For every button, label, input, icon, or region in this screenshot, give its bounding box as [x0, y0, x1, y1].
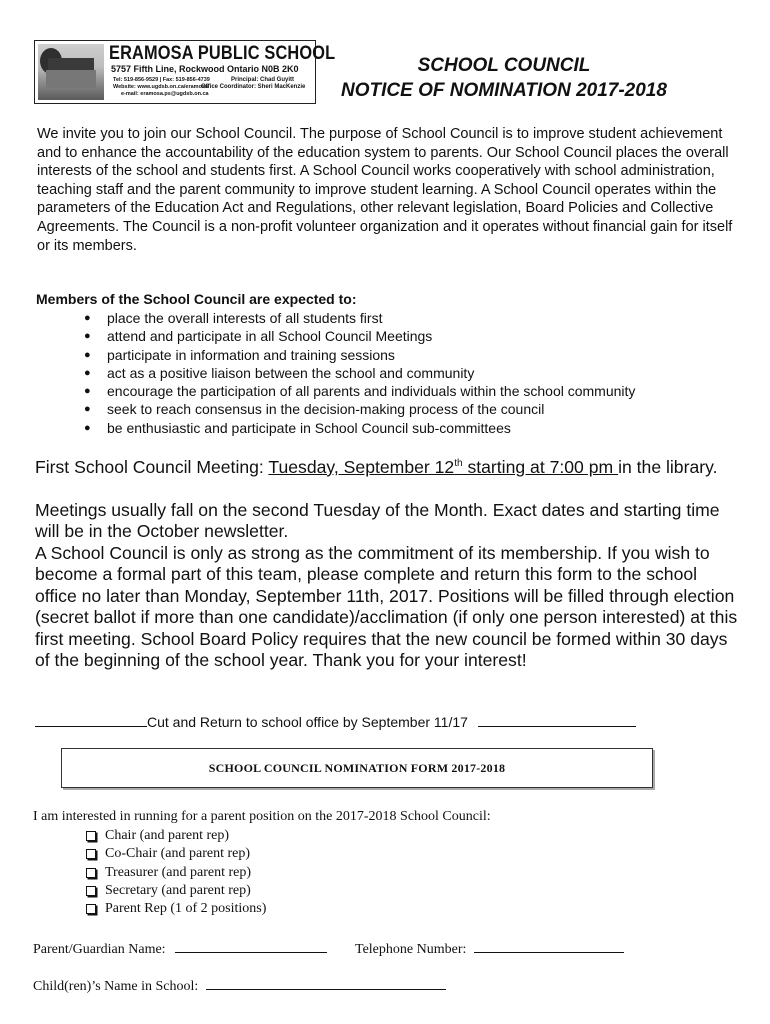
list-item: ● be enthusiastic and participate in School Council sub-committees: [84, 419, 635, 437]
meeting-label: First School Council Meeting:: [35, 457, 269, 477]
children-label: Child(ren)’s Name in School:: [33, 979, 199, 994]
parent-name-label: Parent/Guardian Name:: [33, 942, 166, 957]
checkbox[interactable]: [86, 868, 96, 878]
meeting-place: in the library.: [618, 457, 718, 477]
cut-line-left-rule: [35, 712, 147, 727]
cut-line: [35, 712, 636, 730]
position-option-secretary[interactable]: Secretary (and parent rep): [86, 882, 266, 900]
membership-paragraph: A School Council is only as strong as the commitment of its membership. If you wish to become a formal part of this team, please complete and return this form to the school office no later than Monday, September 11th, 2017. Positions will be filled through election (secret ballot if more than one candidate)/acclimation (if only one person interested) at this first meeting. School Board Policy requires that the new council be formed within 30 days of the beginning of the school year. Thank you for your interest!: [35, 543, 738, 671]
list-item: ● seek to reach consensus in the decision-making process of the council: [84, 400, 635, 418]
telephone-row: [355, 938, 624, 958]
checkbox[interactable]: [86, 831, 96, 841]
parent-name-field[interactable]: [175, 938, 327, 953]
cut-line-right-rule: [478, 712, 636, 727]
position-option-parent-rep[interactable]: Parent Rep (1 of 2 positions): [86, 900, 266, 918]
schedule-paragraph: Meetings usually fall on the second Tuesday of the Month. Exact dates and starting time will be in the October newsletter.: [35, 500, 720, 542]
cut-line-text: Cut and Return to school office by September 11/17: [147, 714, 468, 730]
page-title-line2: NOTICE OF NOMINATION 2017-2018: [341, 80, 667, 101]
school-address: 5757 Fifth Line, Rockwood Ontario N0B 2K0: [111, 64, 299, 74]
positions-list: [86, 827, 266, 918]
school-contact-website: Website: www.ugdsb.on.ca/eramosa: [113, 84, 209, 90]
school-photo: [38, 44, 104, 100]
children-field[interactable]: [206, 975, 446, 990]
position-option-co-chair[interactable]: Co-Chair (and parent rep): [86, 845, 266, 863]
position-option-chair[interactable]: Chair (and parent rep): [86, 827, 266, 845]
school-name: ERAMOSA PUBLIC SCHOOL: [109, 43, 336, 64]
school-contact-email: e-mail: eramosa.ps@ugdsb.on.ca: [121, 91, 209, 97]
intro-paragraph: We invite you to join our School Council. The purpose of School Council is to improve student achievement and to enhance the accountability of the education system to parents. Our School Council places the overall interests of the school and students first. A School Council works cooperatively with school administration, teaching staff and the parent community to improve student learning. A School Council operates within the parameters of the Education Act and Regulations, other relevant legislation, Board Policies and Collective Agreements. The Council is a non-profit volunteer organization and it operates without financial gain for itself or its members.: [37, 126, 733, 254]
list-item: ● attend and participate in all School Council Meetings: [84, 327, 635, 345]
members-heading: Members of the School Council are expected to:: [36, 291, 357, 307]
interest-statement: I am interested in running for a parent position on the 2017-2018 School Council:: [33, 809, 491, 824]
checkbox[interactable]: [86, 904, 96, 914]
list-item: ● act as a positive liaison between the school and community: [84, 364, 635, 382]
school-principal: Principal: Chad Guyitt: [231, 77, 295, 83]
form-title-box: [61, 748, 653, 788]
checkbox[interactable]: [86, 849, 96, 859]
school-contact-phone: Tel: 519-856-9529 | Fax: 519-856-4739: [113, 77, 210, 83]
parent-name-row: [33, 938, 327, 958]
meeting-paragraph: [35, 457, 740, 478]
school-office-coordinator: Office Coordinator: Sheri MacKenzie: [201, 84, 306, 90]
list-item: ● participate in information and training sessions: [84, 346, 635, 364]
checkbox[interactable]: [86, 886, 96, 896]
form-title: SCHOOL COUNCIL NOMINATION FORM 2017-2018: [208, 760, 506, 775]
duties-list: [84, 309, 635, 437]
meeting-date: Tuesday, September 12th starting at 7:00 pm: [268, 457, 619, 477]
telephone-label: Telephone Number:: [355, 942, 467, 957]
list-item: ● place the overall interests of all students first: [84, 309, 635, 327]
children-row: [33, 975, 446, 995]
page-title-line1: SCHOOL COUNCIL: [417, 55, 591, 76]
telephone-field[interactable]: [474, 938, 624, 953]
school-logo-block: [34, 40, 336, 104]
list-item: ● encourage the participation of all parents and individuals within the school community: [84, 382, 635, 400]
position-option-treasurer[interactable]: Treasurer (and parent rep): [86, 864, 266, 882]
